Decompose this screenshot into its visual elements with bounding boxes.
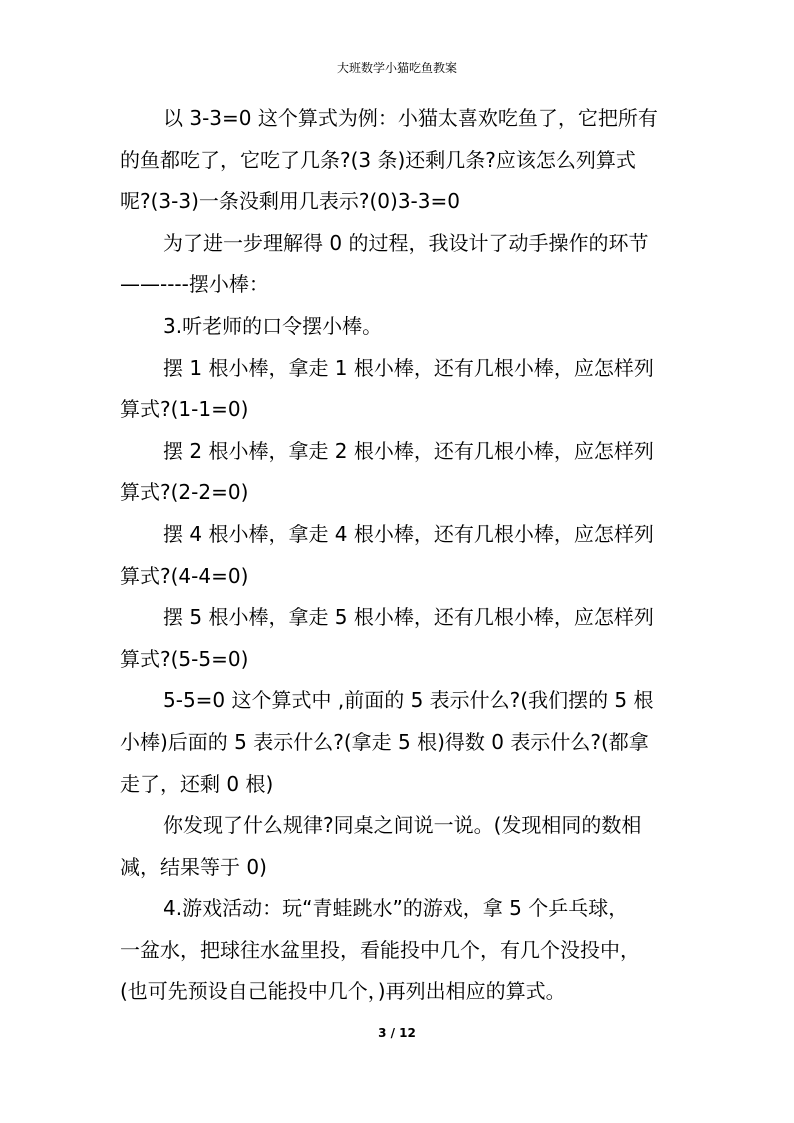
document-body [120,98,692,1013]
text-line: 5-5=0 这个算式中 ,前面的 5 表示什么?(我们摆的 5 根 [163,688,654,713]
text-line: 摆 1 根小棒，拿走 1 根小棒，还有几根小棒，应怎样列 [163,355,654,380]
text-line: 你发现了什么规律?同桌之间说一说。(发现相同的数相 [163,813,642,838]
text-line: (也可先预设自己能投中几个，)再列出相应的算式。 [120,979,566,1004]
section-heading: 3.听老师的口令摆小棒。 [163,313,383,338]
text-line: 算式?(2-2=0) [120,480,249,505]
text-line: 以 3-3=0 这个算式为例：小猫太喜欢吃鱼了，它把所有 [163,106,658,130]
page-header: 大班数学小猫吃鱼教案 [336,61,457,75]
text-line: 小棒)后面的 5 表示什么?(拿走 5 根)得数 0 表示什么?(都拿 [120,729,649,754]
text-line: 摆 2 根小棒，拿走 2 根小棒，还有几根小棒，应怎样列 [163,438,654,463]
text-line: ——----摆小棒： [120,272,269,297]
text-line: 一盆水，把球往水盆里投，看能投中几个，有几个没投中， [120,937,640,962]
text-line: 为了进一步理解得 0 的过程，我设计了动手操作的环节 [163,230,649,255]
text-line: 走了，还剩 0 根) [120,771,274,796]
text-line: 摆 4 根小棒，拿走 4 根小棒，还有几根小棒，应怎样列 [163,521,654,546]
text-line: 算式?(5-5=0) [120,646,249,671]
page-number: 3 / 12 [378,1026,416,1040]
section-heading: 4.游戏活动：玩“青蛙跳水”的游戏，拿 5 个乒乓球， [163,896,629,921]
text-line: 的鱼都吃了，它吃了几条?(3 条)还剩几条?应该怎么列算式 [120,147,636,172]
text-line: 算式?(1-1=0) [120,397,249,422]
text-line: 呢?(3-3)一条没剩用几表示?(0)3-3=0 [120,189,460,214]
text-line: 摆 5 根小棒，拿走 5 根小棒，还有几根小棒，应怎样列 [163,605,654,630]
text-line: 算式?(4-4=0) [120,563,249,588]
text-line: 减，结果等于 0) [120,854,267,879]
